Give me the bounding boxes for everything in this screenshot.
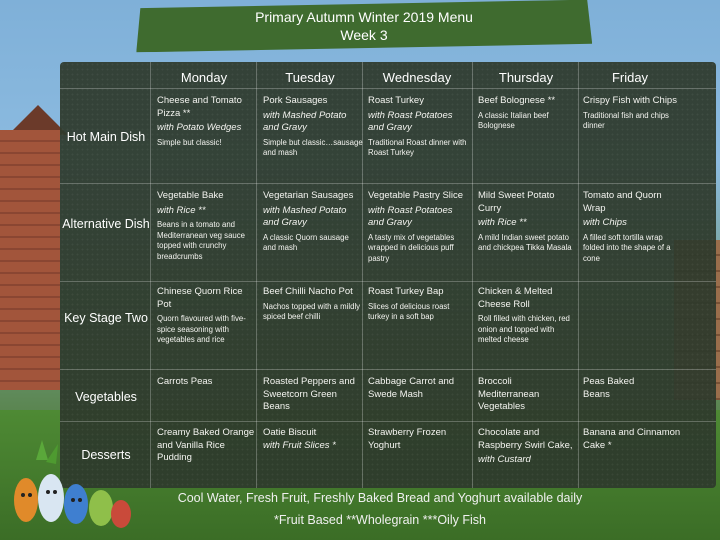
leaf-icon (46, 444, 58, 464)
row-header-hot-main: Hot Main Dish (66, 130, 146, 144)
day-header-wednesday: Wednesday (382, 70, 452, 85)
dish-description: A filled soft tortilla wrap folded into the shape of a cone (583, 232, 671, 263)
day-header-friday: Friday (611, 70, 649, 85)
menu-cell (368, 95, 468, 159)
dish-side: with Mashed Potato and Gravy (263, 109, 347, 133)
day-header-tuesday: Tuesday (285, 70, 335, 85)
dish-description: Simple but classic! (157, 137, 222, 147)
menu-cell (157, 190, 257, 262)
menu-cell (263, 286, 363, 323)
footer-key: *Fruit Based **Wholegrain ***Oily Fish (274, 513, 486, 527)
dish-description: A classic Italian beef Bolognese (478, 110, 549, 130)
grid-line (60, 281, 716, 282)
menu-cell (478, 286, 578, 346)
menu-cell (263, 95, 363, 159)
menu-cell (583, 376, 653, 401)
menu-cell (157, 427, 257, 465)
menu-cell (478, 427, 578, 467)
dessert-name: Chocolate and Raspberry Swirl Cake, (478, 427, 573, 451)
dish-description: Traditional Roast dinner with Roast Turkey (368, 137, 467, 157)
menu-cell (157, 286, 257, 346)
dish-description: Slices of delicious roast turkey in a soft bap (368, 301, 450, 321)
dish-description: Traditional fish and chips dinner (583, 110, 669, 130)
dish-description: Roll filled with chicken, red onion and topped with melted cheese (478, 314, 570, 344)
dish-side: with Roast Potatoes and Gravy (368, 204, 453, 228)
menu-cell (157, 95, 257, 148)
dish-description: Nachos topped with a mildly spiced beef chilli (263, 301, 361, 321)
school-building (0, 130, 60, 390)
dish-description: A mild Indian sweet potato and chickpea Tikka Masala (478, 232, 572, 252)
row-header-vegetables: Vegetables (75, 390, 137, 404)
menu-cell (368, 427, 468, 452)
row-header-key-stage-two: Key Stage Two (64, 311, 148, 325)
grid-line (472, 62, 473, 488)
leaf-icon (36, 440, 48, 460)
dish-name: Chicken & Melted Cheese Roll (478, 286, 553, 310)
dessert-name: Strawberry Frozen Yoghurt (368, 427, 447, 451)
dish-name: Roast Turkey (368, 95, 424, 106)
dish-name: Tomato and Quorn Wrap (583, 190, 662, 214)
menu-cell (263, 190, 363, 254)
dessert-name: Oatie Biscuit (263, 427, 317, 438)
grid-line (60, 183, 716, 184)
dish-side: with Rice ** (157, 204, 206, 216)
menu-cell (583, 427, 683, 452)
menu-cell (583, 190, 683, 264)
grid-line (60, 421, 716, 422)
day-header-thursday: Thursday (498, 70, 554, 85)
dish-name: Beef Chilli Nacho Pot (263, 286, 353, 297)
title-line-2: Week 3 (340, 27, 388, 43)
carrot-character-icon (14, 478, 38, 522)
dish-name: Mild Sweet Potato Curry (478, 190, 555, 214)
grid-line (150, 62, 151, 488)
menu-cell (478, 376, 574, 414)
broccoli-character-icon (89, 490, 113, 526)
dish-side: with Chips (583, 217, 627, 228)
vegetable-list: Cabbage Carrot and Swede Mash (368, 376, 455, 400)
dessert-name: Creamy Baked Orange and Vanilla Rice Pudding (157, 427, 255, 463)
menu-cell (478, 190, 578, 254)
dessert-name: Banana and Cinnamon Cake * (583, 427, 681, 451)
footer-daily-note: Cool Water, Fresh Fruit, Freshly Baked Bread and Yoghurt available daily (177, 491, 583, 505)
dessert-side: with Custard (478, 454, 531, 465)
dish-description: Simple but classic…sausage and mash (263, 137, 363, 157)
menu-cell (263, 376, 359, 414)
day-header-monday: Monday (180, 70, 228, 85)
row-header-alternative: Alternative Dish (62, 217, 150, 231)
dish-name: Vegetable Pastry Slice (368, 190, 464, 201)
vegetable-list: Broccoli Mediterranean Vegetables (478, 376, 540, 412)
vegetable-list: Roasted Peppers and Sweetcorn Green Beans (263, 376, 355, 412)
grid-line (578, 62, 579, 488)
dish-description: A tasty mix of vegetables wrapped in delicious puff pastry (368, 232, 455, 263)
grid-line (60, 369, 716, 370)
dish-name: Vegetable Bake (157, 190, 224, 201)
dish-side: with Mashed Potato and Gravy (263, 204, 347, 228)
dish-name: Beef Bolognese ** (478, 95, 556, 106)
menu-cell (478, 95, 578, 132)
dish-description: A classic Quorn sausage and mash (263, 232, 349, 252)
dish-name: Pork Sausages (263, 95, 328, 106)
dish-name: Vegetarian Sausages (263, 190, 354, 201)
menu-cell (157, 376, 217, 389)
milk-character-icon (38, 474, 64, 522)
dish-side: with Potato Wedges (157, 122, 242, 133)
dish-side: with Rice ** (478, 217, 527, 228)
row-header-desserts: Desserts (81, 448, 131, 462)
dish-description: Beans in a tomato and Mediterranean veg sauce topped with crunchy breadcrumbs (157, 220, 245, 261)
menu-cell (368, 190, 468, 264)
dish-name: Chinese Quorn Rice Pot (157, 286, 243, 310)
dessert-side: with Fruit Slices * (263, 439, 336, 451)
menu-cell (263, 427, 363, 452)
vegetable-characters-illustration (6, 440, 136, 538)
dish-name: Crispy Fish with Chips (583, 95, 677, 106)
menu-cell (368, 376, 464, 401)
vegetable-list: Carrots Peas (157, 376, 213, 387)
bottle-character-icon (64, 484, 88, 524)
dish-name: Roast Turkey Bap (368, 286, 444, 297)
grid-line (60, 88, 716, 89)
menu-title (136, 8, 592, 44)
vegetable-list: Peas Baked Beans (583, 376, 635, 400)
menu-cell (583, 95, 683, 132)
dish-side: with Roast Potatoes and Gravy (368, 109, 453, 133)
dish-name: Cheese and Tomato Pizza ** (157, 95, 242, 119)
menu-cell (368, 286, 468, 323)
dish-description: Quorn flavoured with five-spice seasoning with vegetables and rice (157, 314, 246, 344)
title-line-1: Primary Autumn Winter 2019 Menu (255, 9, 473, 25)
